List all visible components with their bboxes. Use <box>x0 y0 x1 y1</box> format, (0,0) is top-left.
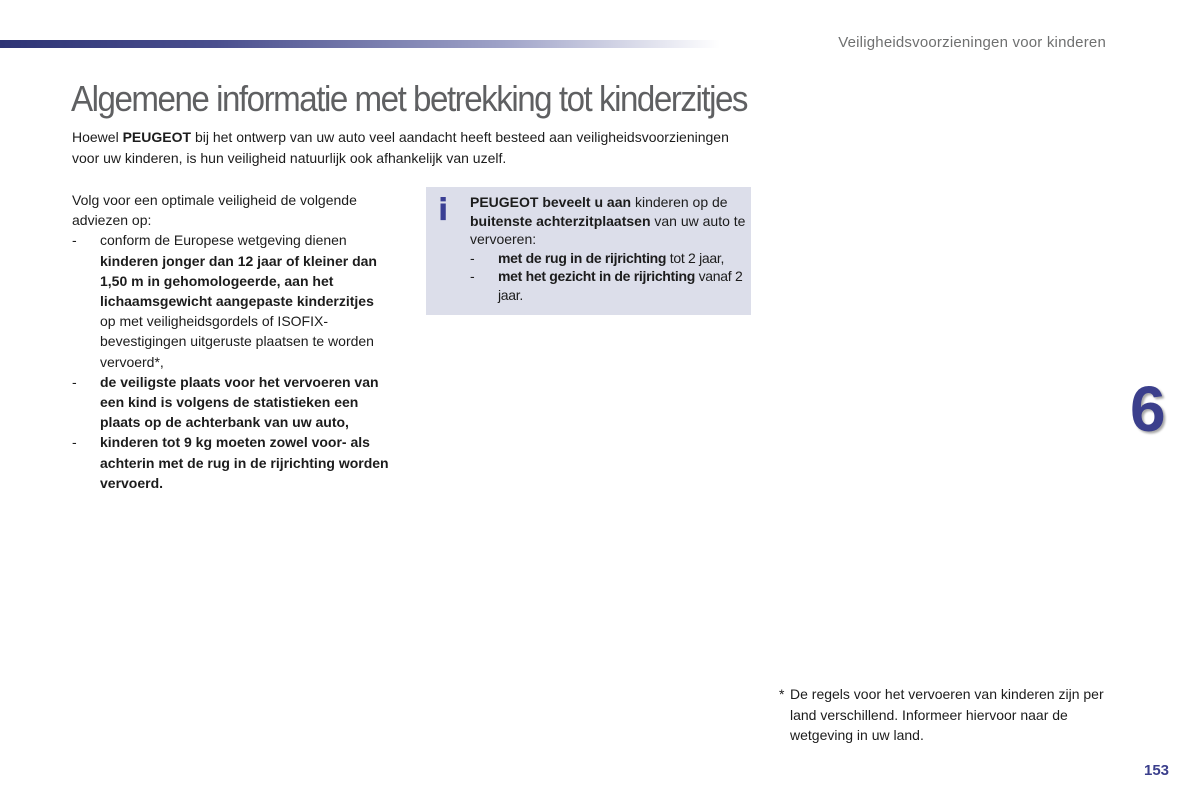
list-dash: - <box>470 268 475 284</box>
info-list <box>470 249 750 305</box>
info-item-bold: met de rug in de rijrichting <box>498 249 667 266</box>
section-header-title: Veiligheidsvoorzieningen voor kinderen <box>838 34 1106 51</box>
advice-list <box>72 230 392 493</box>
info-item-forward-facing <box>470 267 750 304</box>
advice-item-bold: kinderen tot 9 kg moeten zowel voor- als achterin met de rug in de rijrichting worden vervoerd. <box>100 434 389 491</box>
info-icon: i <box>438 193 449 228</box>
info-box <box>426 187 751 315</box>
footnote-text: De regels voor het vervoeren van kinderen zijn per land verschillend. Informeer hiervoor naar de wetgeving in uw land. <box>790 686 1104 743</box>
page-number: 153 <box>1144 762 1170 779</box>
info-item-text: vanaf 2 jaar. <box>498 268 743 303</box>
list-dash: - <box>72 434 77 451</box>
advice-item-safest-place <box>72 372 392 433</box>
advice-item-bold: kinderen jonger dan 12 jaar of kleiner dan 1,50 m in gehomologeerde, aan het lichaamsgewicht aangepaste kinderzitjes <box>100 252 377 310</box>
info-item-rear-facing <box>470 249 750 268</box>
footnote <box>779 684 1109 746</box>
chapter-number: 6 <box>1130 373 1166 445</box>
info-text-span: van uw auto te vervoeren: <box>470 212 746 247</box>
info-paragraph <box>470 193 750 249</box>
list-dash: - <box>470 249 475 266</box>
info-text <box>470 193 750 304</box>
footnote-star: * <box>779 686 785 702</box>
advice-item-bold: de veiligste plaats voor het vervoeren van een kind is volgens de statistieken een plaats op de achterbank van uw auto, <box>100 373 379 431</box>
list-dash: - <box>72 373 77 390</box>
advice-item-text: conform de Europese wetgeving dienen <box>100 232 347 249</box>
info-item-bold: met het gezicht in de rijrichting <box>498 268 696 284</box>
intro-text-2: bij het ontwerp van uw auto veel aandacht heeft besteed aan veiligheidsvoorzieningen voor uw kinderen, is hun veiligheid natuurlijk ook afhankelijk van uzelf. <box>72 129 729 166</box>
advice-column <box>72 190 392 493</box>
info-text-span: kinderen op de <box>631 194 728 210</box>
list-dash: - <box>72 232 77 249</box>
intro-text-1: Hoewel <box>72 129 123 145</box>
advice-lead: Volg voor een optimale veiligheid de volgende adviezen op: <box>72 192 357 229</box>
advice-item-9kg <box>72 432 392 493</box>
intro-paragraph <box>72 127 752 169</box>
info-item-text: tot 2 jaar, <box>666 249 725 266</box>
intro-brand: PEUGEOT <box>122 129 192 145</box>
header-gradient-bar <box>0 40 720 48</box>
advice-item-text: op met veiligheidsgordels of ISOFIX-bevestigingen uitgeruste plaatsen te worden vervoerd*, <box>100 313 374 370</box>
advice-item-legislation <box>72 230 392 371</box>
page-title: Algemene informatie met betrekking tot kinderzitjes <box>71 78 748 119</box>
info-bold: buitenste achterzitplaatsen <box>470 212 651 229</box>
info-bold: PEUGEOT beveelt u aan <box>470 194 632 210</box>
